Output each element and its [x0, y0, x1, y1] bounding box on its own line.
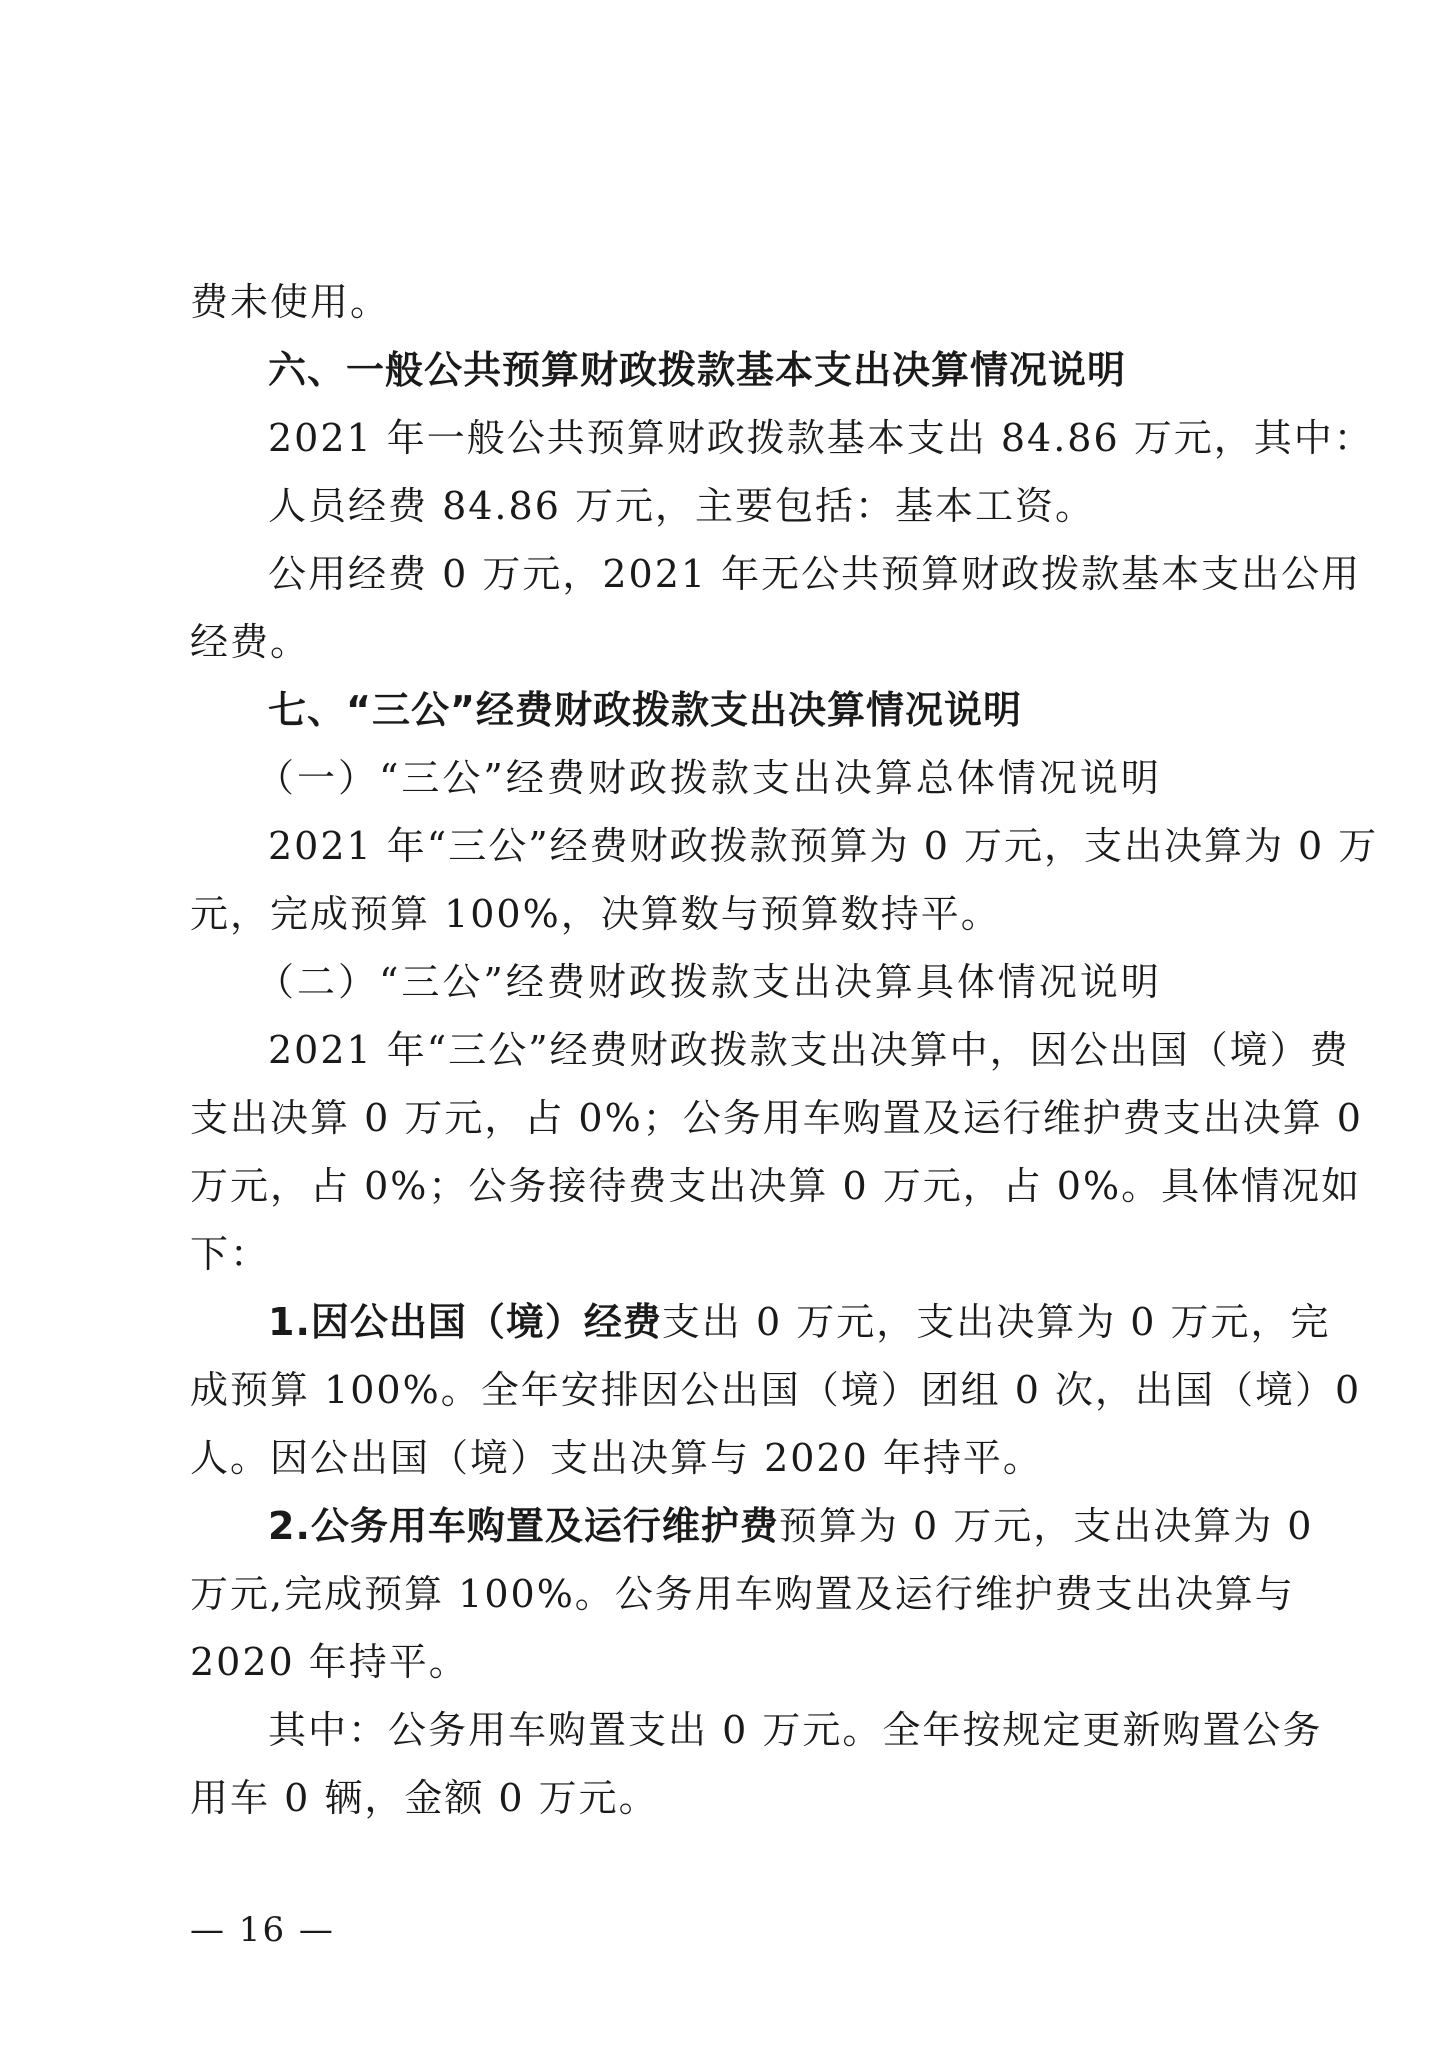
paragraph-line: 成预算 100%。全年安排因公出国（境）团组 0 次，出国（境）0	[190, 1368, 1362, 1412]
paragraph-line: 2021 年一般公共预算财政拨款基本支出 84.86 万元，其中：	[268, 416, 1374, 460]
paragraph-line: 万元,完成预算 100%。公务用车购置及运行维护费支出决算与	[190, 1572, 1295, 1616]
paragraph-line-item-2	[268, 1494, 1314, 1558]
paragraph-line: 支出决算 0 万元，占 0%；公务用车购置及运行维护费支出决算 0	[190, 1096, 1363, 1140]
paragraph-line: 人员经费 84.86 万元，主要包括：基本工资。	[268, 484, 1095, 528]
subsection-heading-1: （一）“三公”经费财政拨款支出决算总体情况说明	[256, 756, 1162, 800]
section-heading-6: 六、一般公共预算财政拨款基本支出决算情况说明	[268, 348, 1127, 392]
subsection-heading-2: （二）“三公”经费财政拨款支出决算具体情况说明	[256, 960, 1162, 1004]
item-2-text: 预算为 0 万元，支出决算为 0	[778, 1504, 1314, 1548]
paragraph-line: 2021 年“三公”经费财政拨款预算为 0 万元，支出决算为 0 万	[268, 824, 1379, 868]
page-number: — 16 —	[190, 1910, 335, 1950]
paragraph-line: 公用经费 0 万元，2021 年无公共预算财政拨款基本支出公用	[268, 552, 1362, 596]
paragraph-line: 用车 0 辆，金额 0 万元。	[190, 1776, 659, 1820]
paragraph-line-item-1	[268, 1290, 1331, 1354]
paragraph-line: 下：	[190, 1232, 271, 1276]
item-1-title: 1.因公出国（境）经费	[268, 1300, 662, 1344]
paragraph-line: 人。因公出国（境）支出决算与 2020 年持平。	[190, 1436, 1043, 1480]
paragraph-line: 2021 年“三公”经费财政拨款支出决算中，因公出国（境）费	[268, 1028, 1350, 1072]
item-2-title: 2.公务用车购置及运行维护费	[268, 1504, 779, 1548]
paragraph-line: 2020 年持平。	[190, 1640, 469, 1684]
section-heading-7: 七、“三公”经费财政拨款支出决算情况说明	[268, 688, 1022, 732]
paragraph-line: 经费。	[190, 620, 311, 664]
paragraph-line: 费未使用。	[190, 280, 391, 324]
paragraph-line: 其中：公务用车购置支出 0 万元。全年按规定更新购置公务	[268, 1708, 1323, 1752]
paragraph-line: 元，完成预算 100%，决算数与预算数持平。	[190, 892, 1001, 936]
item-1-text: 支出 0 万元，支出决算为 0 万元，完	[661, 1300, 1331, 1344]
paragraph-line: 万元，占 0%；公务接待费支出决算 0 万元，占 0%。具体情况如	[190, 1164, 1362, 1208]
